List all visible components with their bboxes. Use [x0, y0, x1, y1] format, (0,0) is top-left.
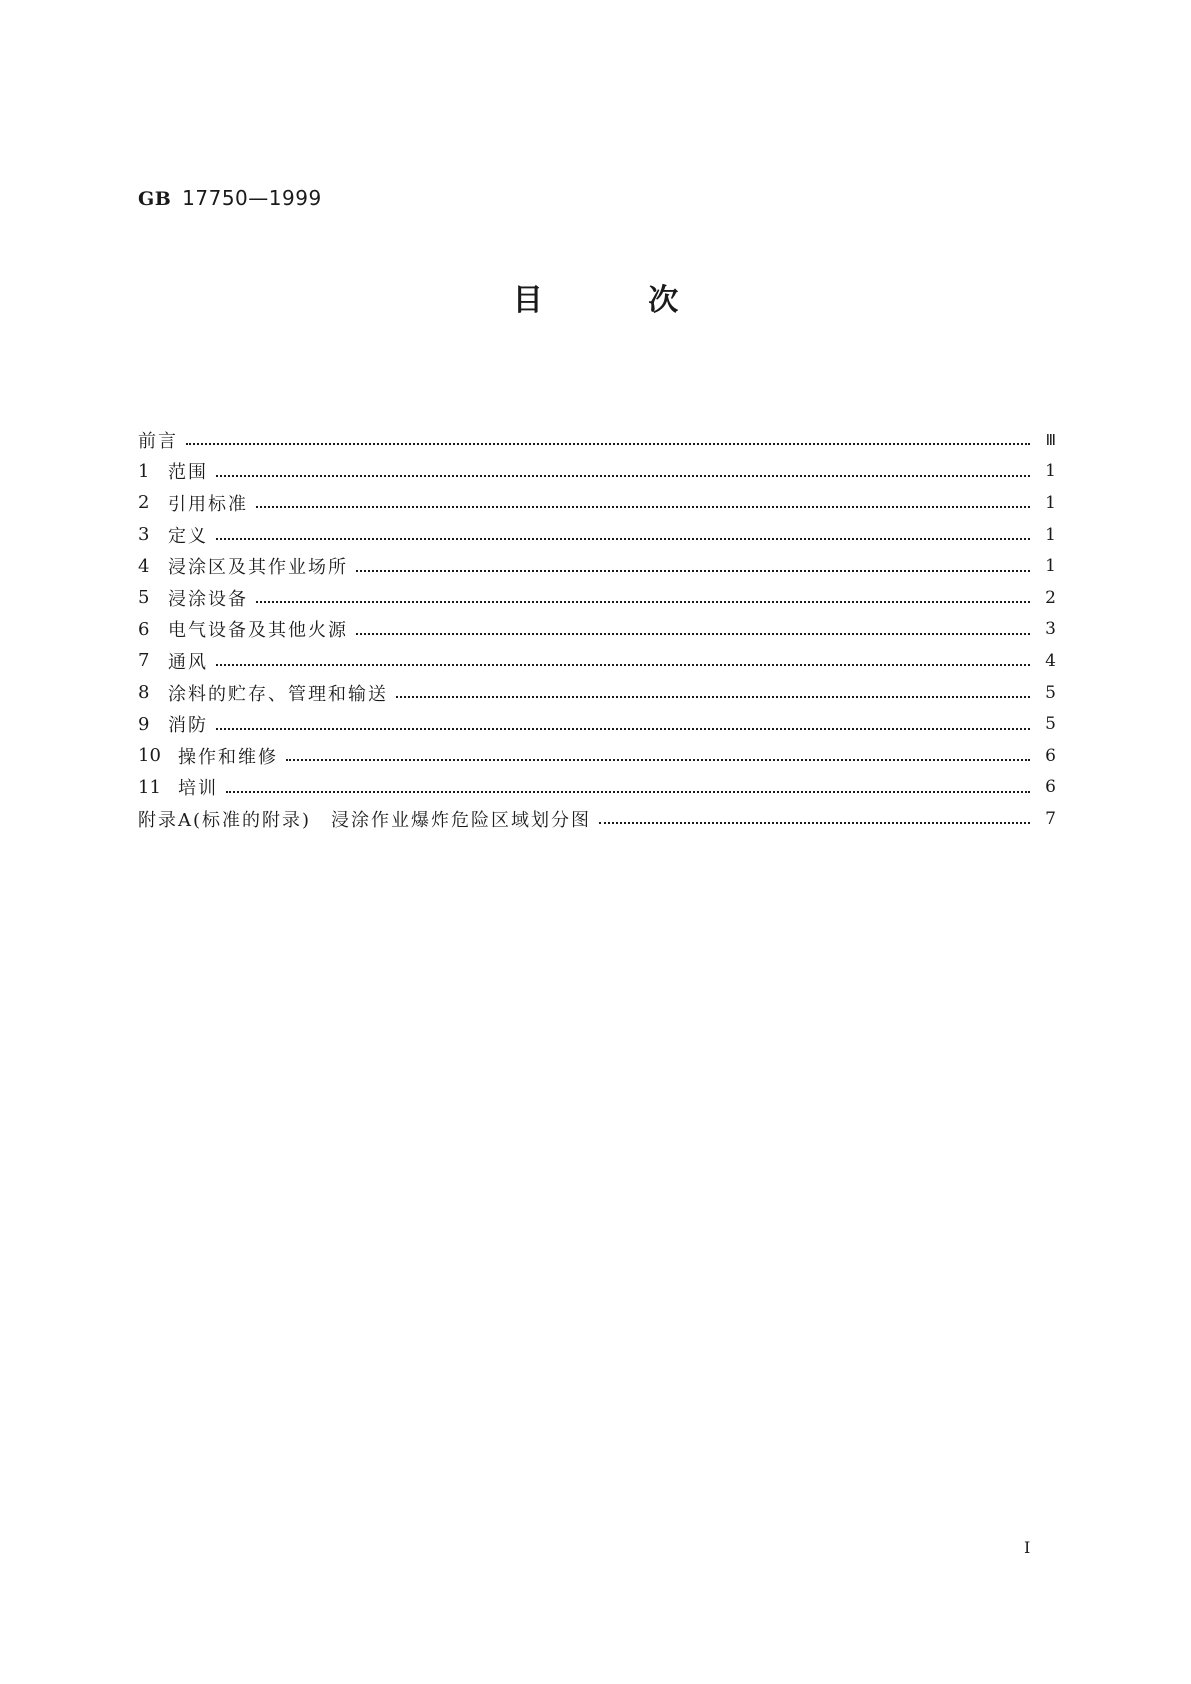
dot-leader — [216, 727, 1030, 730]
standard-number: 17750—1999 — [182, 186, 322, 210]
toc-entry-number: 10 — [138, 745, 161, 767]
toc-entry-number: 1 — [138, 460, 150, 482]
toc-entry-page: 1 — [1045, 492, 1056, 513]
toc-entry-page: Ⅲ — [1045, 430, 1056, 449]
toc-entry-6[interactable] — [138, 614, 1056, 646]
toc-entry-number: 2 — [138, 492, 150, 514]
dot-leader — [226, 790, 1030, 793]
toc-entry-11[interactable] — [138, 772, 1056, 804]
toc-entry-page: 3 — [1045, 619, 1056, 640]
title-char-1: 目 — [512, 283, 543, 318]
toc-entry-label: 培训 — [178, 778, 218, 800]
table-of-contents — [138, 424, 1056, 835]
toc-entry-8[interactable] — [138, 677, 1056, 709]
toc-entry-label: 引用标准 — [168, 493, 248, 515]
toc-entry-page: 1 — [1045, 524, 1056, 545]
toc-entry-3[interactable] — [138, 519, 1056, 551]
toc-entry-foreword[interactable] — [138, 424, 1056, 456]
toc-entry-number: 5 — [138, 587, 150, 609]
dot-leader — [396, 695, 1030, 698]
toc-entry-7[interactable] — [138, 645, 1056, 677]
dot-leader — [216, 474, 1030, 477]
toc-entry-page: 6 — [1045, 777, 1056, 798]
toc-entry-page: 4 — [1045, 650, 1056, 671]
toc-entry-number: 9 — [138, 713, 150, 735]
toc-entry-label: 定义 — [168, 525, 208, 547]
toc-entry-page: 1 — [1045, 461, 1056, 482]
toc-entry-number: 6 — [138, 618, 150, 640]
toc-entry-4[interactable] — [138, 550, 1056, 582]
standard-prefix: GB — [138, 188, 172, 210]
dot-leader — [256, 505, 1030, 508]
toc-entry-label: 浸涂设备 — [168, 588, 248, 610]
toc-entry-label: 浸涂区及其作业场所 — [168, 557, 348, 579]
toc-entry-number: 11 — [138, 776, 161, 798]
title-char-2: 次 — [648, 283, 679, 318]
toc-entry-label: 操作和维修 — [178, 746, 278, 768]
toc-entry-1[interactable] — [138, 456, 1056, 488]
toc-entry-label: 范围 — [168, 462, 208, 484]
toc-entry-label: 电气设备及其他火源 — [168, 620, 348, 642]
page-number: I — [1024, 1538, 1031, 1557]
dot-leader — [286, 758, 1030, 761]
toc-entry-page: 5 — [1045, 682, 1056, 703]
toc-entry-label: 通风 — [168, 651, 208, 673]
toc-entry-page: 1 — [1045, 556, 1056, 577]
toc-entry-9[interactable] — [138, 708, 1056, 740]
dot-leader — [356, 632, 1030, 635]
toc-entry-2[interactable] — [138, 487, 1056, 519]
standard-code — [138, 186, 322, 210]
dot-leader — [216, 663, 1030, 666]
dot-leader — [186, 442, 1030, 445]
toc-entry-page: 2 — [1045, 587, 1056, 608]
toc-entry-page: 6 — [1045, 745, 1056, 766]
toc-entry-appendix-a[interactable] — [138, 803, 1056, 835]
dot-leader — [256, 600, 1030, 603]
toc-entry-5[interactable] — [138, 582, 1056, 614]
dot-leader — [599, 821, 1030, 824]
dot-leader — [356, 569, 1030, 572]
toc-entry-number: 8 — [138, 682, 150, 704]
toc-entry-page: 5 — [1045, 714, 1056, 735]
toc-entry-label: 消防 — [168, 715, 208, 737]
toc-entry-label: 附录A(标准的附录) 浸涂作业爆炸危险区域划分图 — [138, 809, 592, 831]
toc-entry-label: 涂料的贮存、管理和输送 — [168, 683, 388, 705]
dot-leader — [216, 537, 1030, 540]
page-title — [0, 283, 1191, 319]
toc-entry-page: 7 — [1045, 808, 1056, 829]
toc-entry-number: 4 — [138, 555, 150, 577]
toc-entry-label: 前言 — [138, 430, 178, 452]
toc-entry-number: 3 — [138, 524, 150, 546]
toc-entry-10[interactable] — [138, 740, 1056, 772]
toc-entry-number: 7 — [138, 650, 150, 672]
